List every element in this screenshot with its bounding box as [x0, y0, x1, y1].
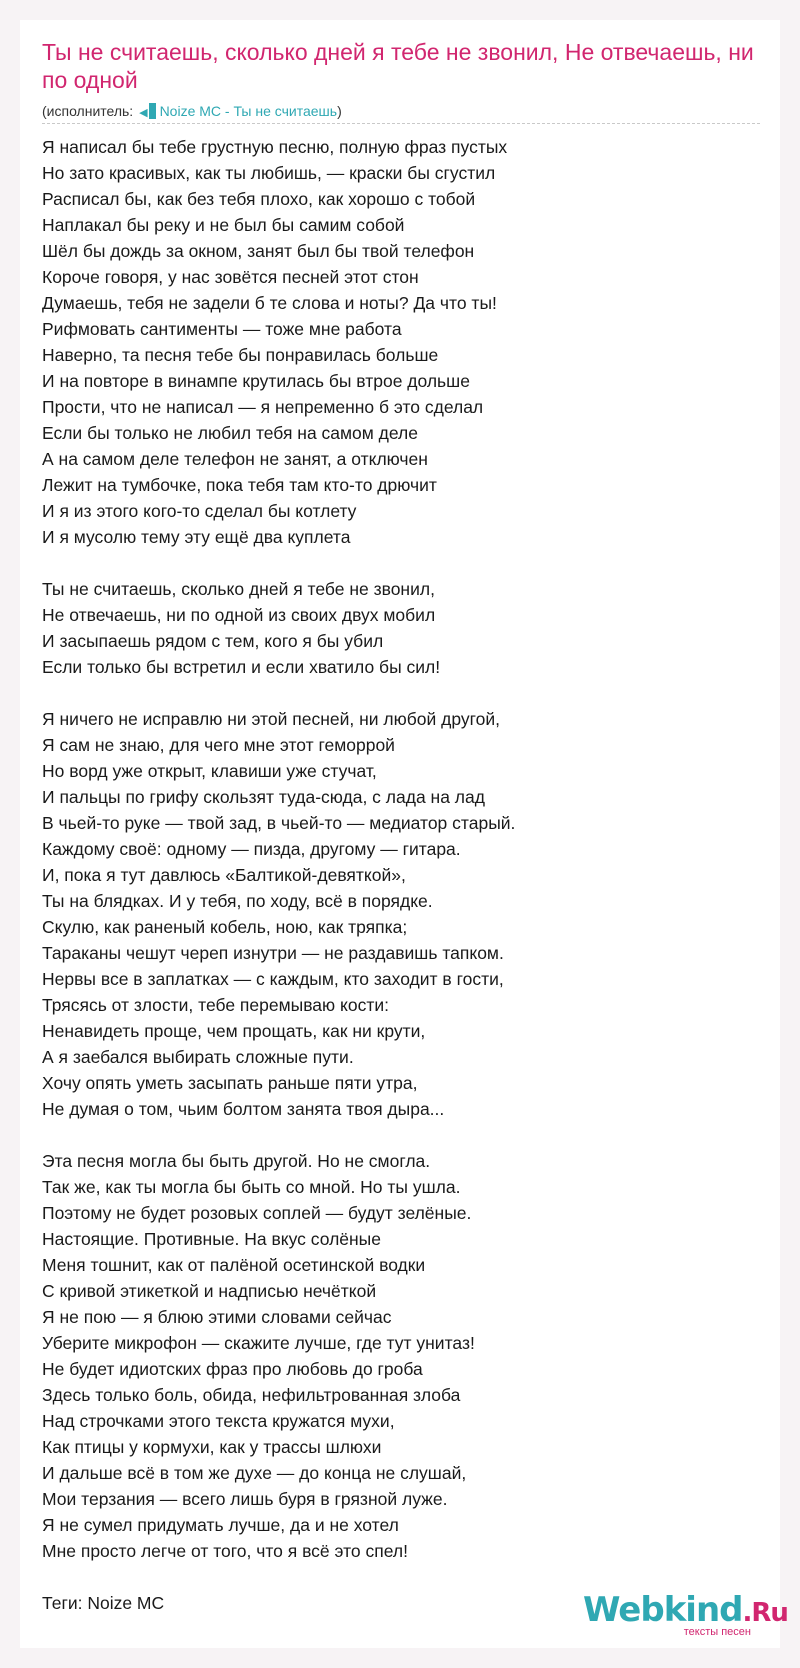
lyric-line: Поэтому не будет розовых соплей — будут зелёные. — [42, 1203, 472, 1223]
lyrics-stanza — [42, 1148, 762, 1564]
performer-prefix: (исполнитель: — [42, 103, 138, 119]
lyric-line: Расписал бы, как без тебя плохо, как хорошо с тобой — [42, 189, 476, 209]
site-logo[interactable] — [583, 1590, 788, 1642]
lyric-line: А на самом деле телефон не занят, а отключен — [42, 449, 428, 469]
lyric-line: Прости, что не написал — я непременно б это сделал — [42, 397, 484, 417]
lyric-line: Короче говоря, у нас зовётся песней этот стон — [42, 267, 419, 287]
lyric-line: Над строчками этого текста кружатся мухи, — [42, 1411, 395, 1431]
lyric-line: Как птицы у кормухи, как у трассы шлюхи — [42, 1437, 382, 1457]
lyric-line: Ненавидеть проще, чем прощать, как ни крути, — [42, 1021, 426, 1041]
lyric-line: Каждому своё: одному — пизда, другому — гитара. — [42, 839, 461, 859]
lyric-line: Уберите микрофон — скажите лучше, где тут унитаз! — [42, 1333, 475, 1353]
lyric-line: Шёл бы дождь за окном, занят был бы твой телефон — [42, 241, 475, 261]
lyric-line: С кривой этикеткой и надписью нечёткой — [42, 1281, 377, 1301]
lyric-line: И на повторе в винампе крутилась бы втрое дольше — [42, 371, 470, 391]
lyric-line: Я написал бы тебе грустную песню, полную фраз пустых — [42, 137, 508, 157]
lyric-line: Если бы только не любил тебя на самом деле — [42, 423, 418, 443]
lyric-line: И, пока я тут давлюсь «Балтикой-девяткой», — [42, 865, 406, 885]
performer-suffix: ) — [337, 103, 342, 119]
lyrics-text — [42, 134, 762, 1590]
lyric-line: И дальше всё в том же духе — до конца не слушай, — [42, 1463, 467, 1483]
lyric-line: Здесь только боль, обида, нефильтрованная злоба — [42, 1385, 461, 1405]
lyric-line: Я не пою — я блюю этими словами сейчас — [42, 1307, 392, 1327]
lyric-line: Тараканы чешут череп изнутри — не раздавишь тапком. — [42, 943, 504, 963]
lyric-line: Скулю, как раненый кобель, ною, как тряпка; — [42, 917, 408, 937]
logo-tld: .Ru — [742, 1598, 788, 1628]
lyrics-stanza — [42, 706, 762, 1122]
lyric-line: Не будет идиотских фраз про любовь до гроба — [42, 1359, 423, 1379]
play-icon[interactable]: ◀ — [139, 107, 148, 119]
lyric-line: Думаешь, тебя не задели б те слова и ноты? Да что ты! — [42, 293, 497, 313]
lyric-line: В чьей-то руке — твой зад, в чьей-то — медиатор старый. — [42, 813, 516, 833]
lyric-line: Не думая о том, чьим болтом занята твоя дыра... — [42, 1099, 445, 1119]
lyric-line: Я не сумел придумать лучше, да и не хотел — [42, 1515, 399, 1535]
logo-brand: Webkind — [583, 1590, 743, 1630]
lyric-line: И я из этого кого-то сделал бы котлету — [42, 501, 357, 521]
lyric-line: Меня тошнит, как от палёной осетинской водки — [42, 1255, 426, 1275]
audio-bar-icon — [149, 103, 156, 119]
tags-line — [42, 1590, 164, 1616]
lyric-line: Хочу опять уметь засыпать раньше пяти утра, — [42, 1073, 418, 1093]
lyric-line: Настоящие. Противные. На вкус солёные — [42, 1229, 381, 1249]
page-title: Ты не считаешь, сколько дней я тебе не звонил, Не отвечаешь, ни по одной — [42, 39, 754, 93]
lyric-line: Наверно, та песня тебе бы понравилась больше — [42, 345, 439, 365]
lyric-line: И засыпаешь рядом с тем, кого я бы убил — [42, 631, 384, 651]
lyric-line: Я ничего не исправлю ни этой песней, ни любой другой, — [42, 709, 500, 729]
logo-subtitle: тексты песен — [683, 1626, 751, 1638]
lyric-line: Мои терзания — всего лишь буря в грязной луже. — [42, 1489, 448, 1509]
lyric-line: Я сам не знаю, для чего мне этот геморрой — [42, 735, 395, 755]
lyric-line: Наплакал бы реку и не был бы самим собой — [42, 215, 405, 235]
lyric-line: Но ворд уже открыт, клавиши уже стучат, — [42, 761, 377, 781]
lyric-line: Ты на блядках. И у тебя, по ходу, всё в порядке. — [42, 891, 433, 911]
tag-link[interactable]: Noize MC — [87, 1593, 165, 1613]
lyric-line: Не отвечаешь, ни по одной из своих двух мобил — [42, 605, 436, 625]
lyric-line: Трясясь от злости, тебе перемываю кости: — [42, 995, 390, 1015]
lyric-line: Лежит на тумбочке, пока тебя там кто-то дрючит — [42, 475, 437, 495]
lyric-line: Нервы все в заплатках — с каждым, кто заходит в гости, — [42, 969, 504, 989]
lyric-line: Мне просто легче от того, что я всё это спел! — [42, 1541, 408, 1561]
lyric-line: Ты не считаешь, сколько дней я тебе не звонил, — [42, 579, 435, 599]
performer-line — [42, 102, 342, 122]
lyric-line: И пальцы по грифу скользят туда-сюда, с лада на лад — [42, 787, 485, 807]
lyrics-stanza — [42, 576, 762, 680]
lyric-line: Так же, как ты могла бы быть со мной. Но ты ушла. — [42, 1177, 461, 1197]
performer-link[interactable]: Noize MC - Ты не считаешь — [159, 103, 338, 119]
lyric-line: А я заебался выбирать сложные пути. — [42, 1047, 354, 1067]
lyric-line: И я мусолю тему эту ещё два куплета — [42, 527, 351, 547]
lyric-line: Эта песня могла бы быть другой. Но не смогла. — [42, 1151, 431, 1171]
lyric-line: Если только бы встретил и если хватило бы сил! — [42, 657, 441, 677]
content-card — [20, 20, 788, 1648]
lyric-line: Рифмовать сантименты — тоже мне работа — [42, 319, 402, 339]
tags-label: Теги: — [42, 1593, 88, 1613]
lyric-line: Но зато красивых, как ты любишь, — краски бы сгустил — [42, 163, 496, 183]
lyrics-stanza — [42, 134, 762, 550]
header-divider — [42, 123, 760, 124]
